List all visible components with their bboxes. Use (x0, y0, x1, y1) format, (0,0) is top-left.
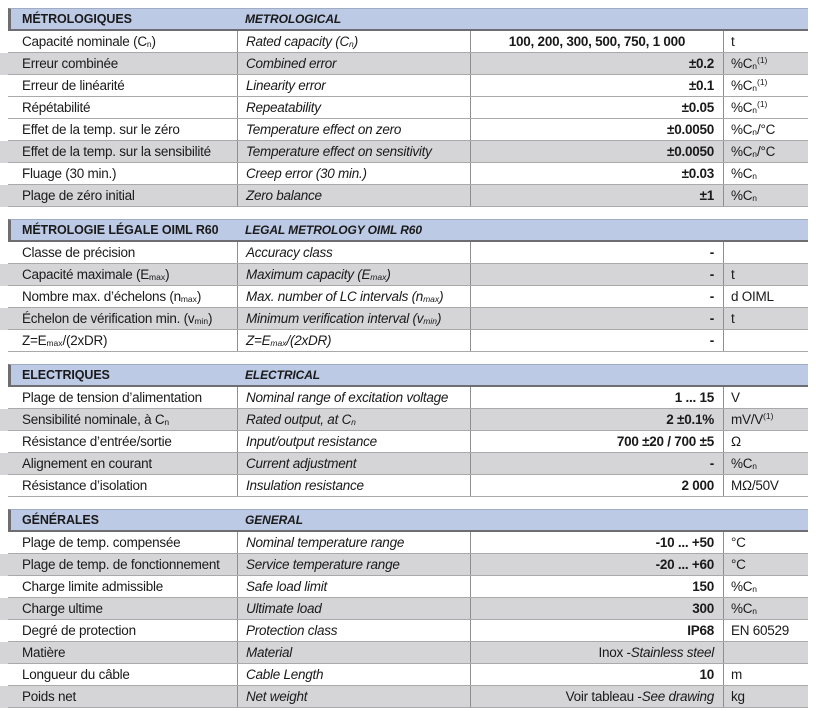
label-fr: Effet de la temp. sur la sensibilité (22, 144, 211, 159)
label-fr: Charge ultime (22, 601, 103, 616)
label-en: Protection class (237, 620, 470, 641)
value-cell: 150 (470, 576, 723, 597)
unit-cell: kg (723, 686, 808, 707)
value-cell: 2 ±0.1% (470, 409, 723, 430)
table-row (8, 330, 808, 352)
value-cell: Inox - Stainless steel (470, 642, 723, 663)
section-header (8, 219, 808, 242)
label-fr: Plage de zéro initial (22, 188, 135, 203)
value-cell: - (470, 308, 723, 329)
value-cell: -20 ... +60 (470, 554, 723, 575)
unit-cell: °C (723, 554, 808, 575)
table-row (8, 642, 808, 664)
label-en: Net weight (237, 686, 470, 707)
section-title-fr: MÉTROLOGIQUES (22, 12, 132, 26)
label-en: Service temperature range (237, 554, 470, 575)
label-en: Max. number of LC intervals (n $_{max}$ ) (237, 286, 470, 307)
unit-cell: %C $_n$ (723, 598, 808, 619)
value-cell: ±0.0050 (470, 119, 723, 140)
table-row (8, 75, 808, 97)
table-row (8, 31, 808, 53)
unit-cell: t (723, 308, 808, 329)
section-rows (8, 31, 808, 207)
table-row (8, 163, 808, 185)
label-fr: Capacité maximale (E $_{max}$ ) (22, 267, 170, 282)
value-cell: 100, 200, 300, 500, 750, 1 000 (470, 31, 723, 52)
table-row (8, 286, 808, 308)
label-fr: Z=E $_{max}$ /(2xDR) (22, 333, 108, 348)
table-row (8, 664, 808, 686)
spec-section (8, 509, 808, 708)
label-en: Insulation resistance (237, 475, 470, 496)
label-fr: Plage de tension d’alimentation (22, 390, 202, 405)
section-rows (8, 387, 808, 497)
table-row (8, 387, 808, 409)
table-row (8, 532, 808, 554)
value-cell: ±0.2 (470, 53, 723, 74)
value-cell: - (470, 330, 723, 351)
spec-section (8, 219, 808, 352)
label-fr: Alignement en courant (22, 456, 152, 471)
label-en: Material (237, 642, 470, 663)
value-cell: 2 000 (470, 475, 723, 496)
value-cell: Voir tableau - See drawing (470, 686, 723, 707)
section-title-en: LEGAL METROLOGY OIML R60 (245, 223, 422, 237)
value-cell: IP68 (470, 620, 723, 641)
label-en: Input/output resistance (237, 431, 470, 452)
section-title-fr: GÉNÉRALES (22, 513, 99, 527)
unit-cell: %C $_n$ (723, 163, 808, 184)
section-header (8, 364, 808, 387)
section-rows (8, 242, 808, 352)
label-en: Nominal range of excitation voltage (237, 387, 470, 408)
section-title-fr: ELECTRIQUES (22, 368, 110, 382)
label-en: Temperature effect on zero (237, 119, 470, 140)
table-row (8, 431, 808, 453)
unit-cell: d OIML (723, 286, 808, 307)
value-cell: 10 (470, 664, 723, 685)
unit-cell: t (723, 31, 808, 52)
unit-cell: t (723, 264, 808, 285)
unit-cell: mV/V $^{(1)}$ (723, 409, 808, 430)
unit-cell: %C $_n$ $^{(1)}$ (723, 97, 808, 118)
label-fr: Résistance d’isolation (22, 478, 148, 493)
label-en: Temperature effect on sensitivity (237, 141, 470, 162)
section-title-en: METROLOGICAL (245, 12, 342, 26)
value-cell: 700 ±20 / 700 ±5 (470, 431, 723, 452)
label-fr: Erreur de linéarité (22, 78, 125, 93)
label-en: Maximum capacity (E $_{max}$ ) (237, 264, 470, 285)
table-row (8, 264, 808, 286)
label-en: Combined error (237, 53, 470, 74)
label-fr: Poids net (22, 689, 77, 704)
unit-cell: %C $_n$ (723, 453, 808, 474)
label-en: Repeatability (237, 97, 470, 118)
table-row (8, 453, 808, 475)
label-fr: Degré de protection (22, 623, 136, 638)
value-cell: - (470, 242, 723, 263)
label-fr: Erreur combinée (22, 56, 119, 71)
unit-cell (723, 242, 808, 263)
label-fr: Plage de temp. compensée (22, 535, 181, 550)
unit-cell: V (723, 387, 808, 408)
unit-cell: %C $_n$ /°C (723, 141, 808, 162)
label-fr: Échelon de vérification min. (v $_{min}$ ) (22, 311, 213, 326)
section-rows (8, 532, 808, 708)
unit-cell (723, 330, 808, 351)
value-cell: ±0.1 (470, 75, 723, 96)
table-row (8, 308, 808, 330)
value-cell: -10 ... +50 (470, 532, 723, 553)
label-en: Nominal temperature range (237, 532, 470, 553)
table-row (8, 409, 808, 431)
value-cell: - (470, 264, 723, 285)
spec-table (8, 8, 808, 708)
label-fr: Capacité nominale (C $_n$ ) (22, 34, 156, 49)
unit-cell (723, 642, 808, 663)
spec-section (8, 8, 808, 207)
table-row (8, 141, 808, 163)
section-title-en: GENERAL (245, 513, 303, 527)
label-en: Safe load limit (237, 576, 470, 597)
value-cell: - (470, 286, 723, 307)
label-fr: Longueur du câble (22, 667, 130, 682)
table-row (8, 686, 808, 708)
table-row (8, 475, 808, 497)
section-header (8, 509, 808, 532)
section-header (8, 8, 808, 31)
label-en: Rated capacity (C $_n$ ) (237, 31, 470, 52)
unit-cell: %C $_n$ (723, 576, 808, 597)
section-title-en: ELECTRICAL (245, 368, 320, 382)
table-row (8, 620, 808, 642)
table-row (8, 119, 808, 141)
label-en: Z=E $_{max}$ /(2xDR) (237, 330, 470, 351)
label-en: Cable Length (237, 664, 470, 685)
label-en: Linearity error (237, 75, 470, 96)
value-cell: ±0.0050 (470, 141, 723, 162)
label-fr: Effet de la temp. sur le zéro (22, 122, 180, 137)
unit-cell: %C $_n$ $^{(1)}$ (723, 75, 808, 96)
label-en: Zero balance (237, 185, 470, 206)
label-fr: Nombre max. d’échelons (n $_{max}$ ) (22, 289, 202, 304)
table-row (8, 97, 808, 119)
unit-cell: %C $_n$ (723, 185, 808, 206)
label-en: Creep error (30 min.) (237, 163, 470, 184)
unit-cell: %C $_n$ $^{(1)}$ (723, 53, 808, 74)
unit-cell: °C (723, 532, 808, 553)
label-fr: Répétabilité (22, 100, 91, 115)
table-row (8, 598, 808, 620)
value-cell: 300 (470, 598, 723, 619)
label-en: Accuracy class (237, 242, 470, 263)
unit-cell: MΩ/50V (723, 475, 808, 496)
label-fr: Fluage (30 min.) (22, 166, 117, 181)
label-en: Ultimate load (237, 598, 470, 619)
label-fr: Matière (22, 645, 66, 660)
table-row (8, 576, 808, 598)
label-en: Rated output, at C $_n$ (237, 409, 470, 430)
value-cell: - (470, 453, 723, 474)
unit-cell: Ω (723, 431, 808, 452)
table-row (8, 53, 808, 75)
value-cell: ±0.05 (470, 97, 723, 118)
label-fr: Charge limite admissible (22, 579, 164, 594)
label-en: Minimum verification interval (v $_{min}$ ) (237, 308, 470, 329)
value-cell: ±0.03 (470, 163, 723, 184)
value-cell: ±1 (470, 185, 723, 206)
section-title-fr: MÉTROLOGIE LÉGALE OIML R60 (22, 223, 219, 237)
table-row (8, 554, 808, 576)
spec-section (8, 364, 808, 497)
unit-cell: %C $_n$ /°C (723, 119, 808, 140)
table-row (8, 242, 808, 264)
unit-cell: EN 60529 (723, 620, 808, 641)
value-cell: 1 ... 15 (470, 387, 723, 408)
unit-cell: m (723, 664, 808, 685)
label-fr: Résistance d’entrée/sortie (22, 434, 172, 449)
label-fr: Sensibilité nominale, à C $_n$ (22, 412, 170, 427)
label-en: Current adjustment (237, 453, 470, 474)
label-fr: Classe de précision (22, 245, 136, 260)
label-fr: Plage de temp. de fonctionnement (22, 557, 220, 572)
table-row (8, 185, 808, 207)
